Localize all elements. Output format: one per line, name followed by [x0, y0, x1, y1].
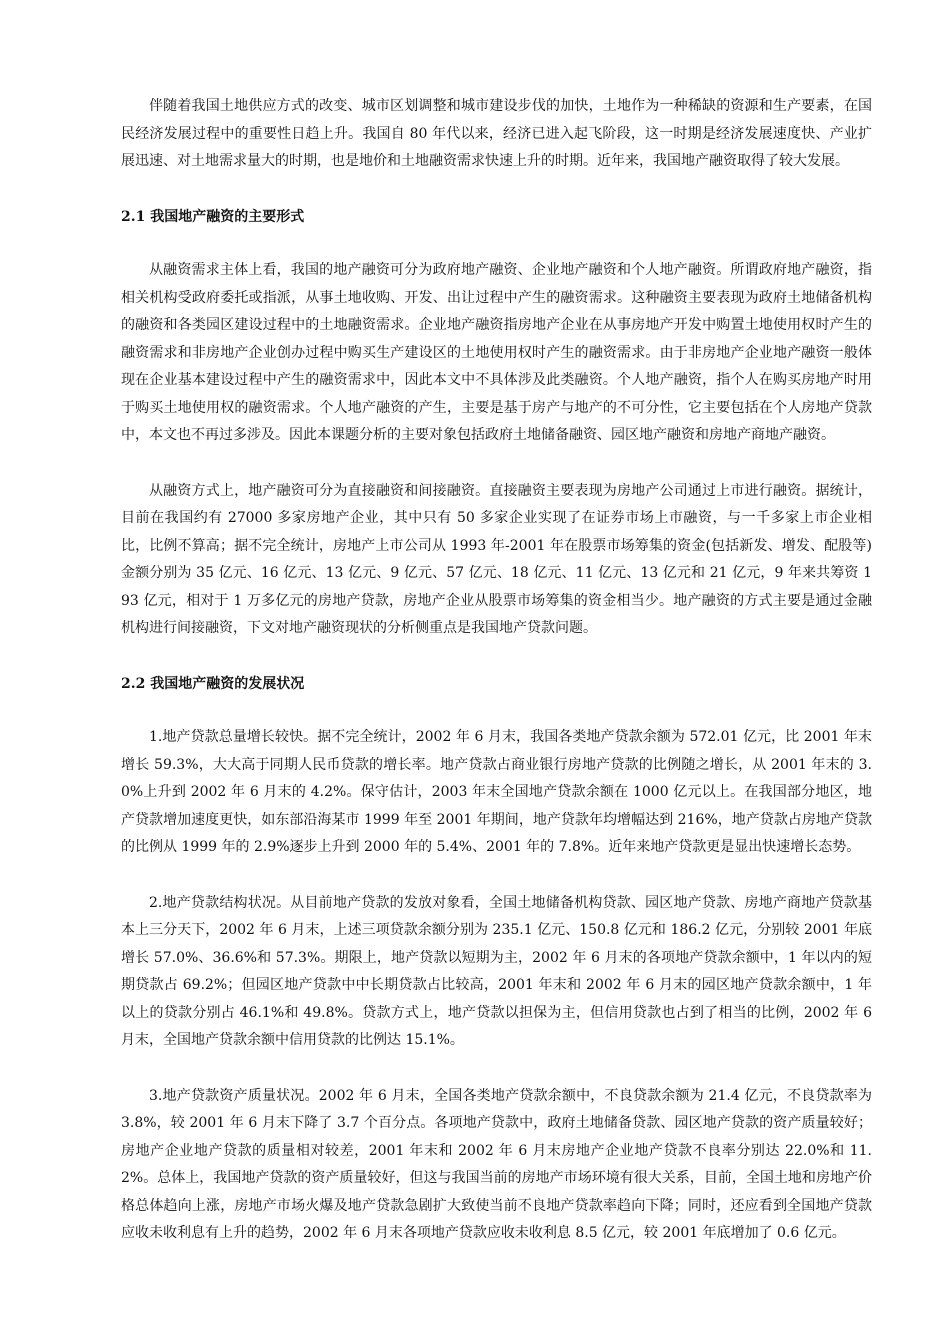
section-heading-2-1: 2.1 我国地产融资的主要形式	[121, 208, 305, 225]
paragraph-financing-methods: 从融资方式上，地产融资可分为直接融资和间接融资。直接融资主要表现为房地产公司通过上市进行融资。据统计，目前在我国约有 27000 多家房地产企业，其中只有 50 多家企业实现了在证券市场上市融资，与一千多家上市企业相比，比例不算高；据不完全统计，房地产上市公司从 1993 年-2001 年在股票市场筹集的资金(包括新发、增发、配股等)金额分别为 35 亿元、16 亿元、13 亿元、9 亿元、57 亿元、18 亿元、11 亿元、13 亿元和 21 亿元，9 年来共筹资 193 亿元，相对于 1 万多亿元的房地产贷款，房地产企业从股票市场筹集的资金相当少。地产融资的方式主要是通过金融机构进行间接融资，下文对地产融资现状的分析侧重点是我国地产贷款问题。	[121, 482, 872, 636]
section-heading-2-2: 2.2 我国地产融资的发展状况	[121, 675, 305, 692]
paragraph-loan-growth: 1.地产贷款总量增长较快。据不完全统计，2002 年 6 月末，我国各类地产贷款余额为 572.01 亿元，比 2001 年末增长 59.3%，大大高于同期人民币贷款的增长率。地产贷款占商业银行房地产贷款的比例随之增长，从 2001 年末的 3.0%上升到 2002 年 6 月末的 4.2%。保守估计，2003 年末全国地产贷款余额在 1000 亿元以上。在我国部分地区，地产贷款增加速度更快，如东部沿海某市 1999 年至 2001 年期间，地产贷款年均增幅达到 216%，地产贷款占房地产贷款的比例从 1999 年的 2.9%逐步上升到 2000 年的 5.4%、2001 年的 7.8%。近年来地产贷款更是显出快速增长态势。	[121, 729, 872, 855]
paragraph-loan-quality: 3.地产贷款资产质量状况。2002 年 6 月末，全国各类地产贷款余额中，不良贷款余额为 21.4 亿元，不良贷款率为 3.8%，较 2001 年 6 月末下降了 3.7 个百分点。各项地产贷款中，政府土地储备贷款、园区地产贷款的资产质量较好；房地产企业地产贷款的质量相对较差，2001 年末和 2002 年 6 月末房地产企业地产贷款不良率分别达 22.0%和 11.2%。总体上，我国地产贷款的资产质量较好，但这与我国当前的房地产市场环境有很大关系，目前，全国土地和房地产价格总体趋向上涨，房地产市场火爆及地产贷款急剧扩大致使当前不良地产贷款率趋向下降；同时，还应看到全国地产贷款应收未收利息有上升的趋势，2002 年 6 月末各项地产贷款应收未收利息 8.5 亿元，较 2001 年底增加了 0.6 亿元。	[121, 1087, 872, 1241]
intro-paragraph: 伴随着我国土地供应方式的改变、城市区划调整和城市建设步伐的加快，土地作为一种稀缺的资源和生产要素，在国民经济发展过程中的重要性日趋上升。我国自 80 年代以来，经济已进入起飞阶段，这一时期是经济发展速度快、产业扩展迅速、对土地需求量大的时期，也是地价和土地融资需求快速上升的时期。近年来，我国地产融资取得了较大发展。	[121, 98, 872, 169]
paragraph-loan-structure: 2.地产贷款结构状况。从目前地产贷款的发放对象看，全国土地储备机构贷款、园区地产贷款、房地产商地产贷款基本上三分天下，2002 年 6 月末，上述三项贷款余额分别为 235.1 亿元、150.8 亿元和 186.2 亿元，分别较 2001 年底增长 57.0%、36.6%和 57.3%。期限上，地产贷款以短期为主，2002 年 6 月末的各项地产贷款余额中，1 年以内的短期贷款占 69.2%；但园区地产贷款中中长期贷款占比较高，2001 年末和 2002 年 6 月末的园区地产贷款余额中，1 年以上的贷款分别占 46.1%和 49.8%。贷款方式上，地产贷款以担保为主，但信用贷款也占到了相当的比例，2002 年 6 月末，全国地产贷款余额中信用贷款的比例达 15.1%。	[121, 894, 872, 1048]
paragraph-financing-demand-subjects: 从融资需求主体上看，我国的地产融资可分为政府地产融资、企业地产融资和个人地产融资。所谓政府地产融资，指相关机构受政府委托或指派，从事土地收购、开发、出让过程中产生的融资需求。这种融资主要表现为政府土地储备机构的融资和各类园区建设过程中的土地融资需求。企业地产融资指房地产企业在从事房地产开发中购置土地使用权时产生的融资需求和非房地产企业创办过程中购买生产建设区的土地使用权时产生的融资需求。由于非房地产企业地产融资一般体现在企业基本建设过程中产生的融资需求中，因此本文中不具体涉及此类融资。个人地产融资，指个人在购买房地产时用于购买土地使用权的融资需求。个人地产融资的产生，主要是基于房产与地产的不可分性，它主要包括在个人房地产贷款中，本文也不再过多涉及。因此本课题分析的主要对象包括政府土地储备融资、园区地产融资和房地产商地产融资。	[121, 262, 872, 443]
